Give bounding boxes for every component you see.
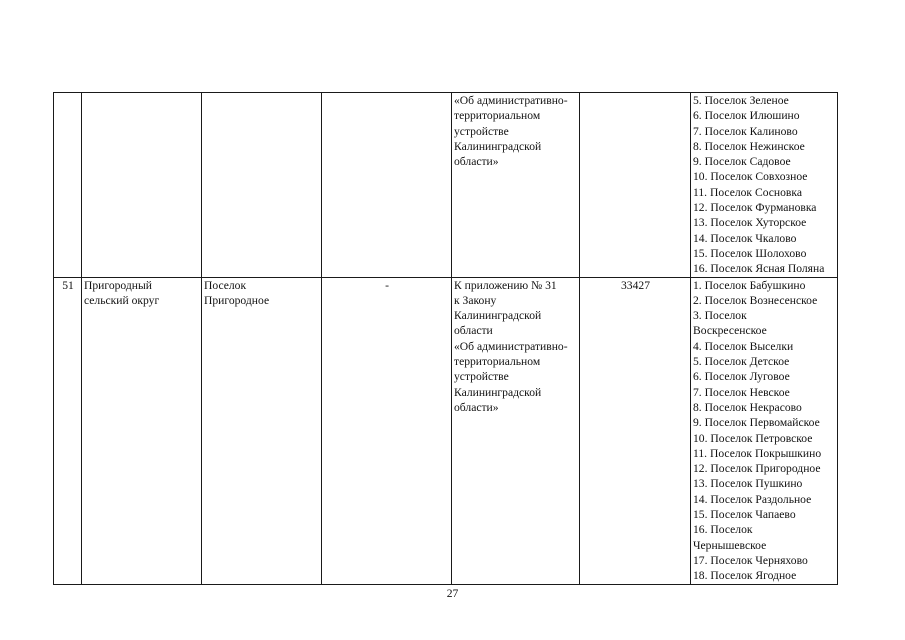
law-cell <box>452 93 580 278</box>
page-number: 27 <box>446 587 459 600</box>
settlement-item: 12. Поселок Фурмановка <box>693 201 817 215</box>
law-line: области» <box>454 155 499 169</box>
settlement-item: 18. Поселок Ягодное <box>693 569 797 583</box>
settlement-item: 9. Поселок Садовое <box>693 155 791 169</box>
settlement-item: 10. Поселок Совхозное <box>693 170 808 184</box>
law-line: к Закону <box>454 293 497 307</box>
law-line: области <box>454 324 493 338</box>
settlement-item: 14. Поселок Раздольное <box>693 492 812 506</box>
settlement-item: 8. Поселок Некрасово <box>693 400 802 414</box>
center-name-line: Пригородное <box>204 293 270 307</box>
row-number: 51 <box>62 278 74 292</box>
law-line: территориальном <box>454 109 541 123</box>
table-row <box>54 277 838 584</box>
settlements-cell <box>691 277 838 584</box>
row-number-cell <box>54 277 82 584</box>
law-line: Калининградской <box>454 385 542 399</box>
district-cell <box>82 93 202 278</box>
settlement-item: 4. Поселок Выселки <box>693 339 794 353</box>
settlement-item: 5. Поселок Детское <box>693 355 790 369</box>
law-cell <box>452 277 580 584</box>
law-line: устройстве <box>454 124 509 138</box>
code-cell <box>580 277 691 584</box>
settlement-item: 2. Поселок Вознесенское <box>693 293 818 307</box>
settlement-item: 7. Поселок Калиново <box>693 124 798 138</box>
district-name-line: сельский округ <box>84 293 160 307</box>
law-line: К приложению № 31 <box>454 278 557 292</box>
settlement-item: 5. Поселок Зеленое <box>693 94 789 107</box>
law-line: «Об административно- <box>454 94 568 107</box>
settlement-item: 13. Поселок Пушкино <box>693 477 803 491</box>
settlement-item: 8. Поселок Нежинское <box>693 139 805 153</box>
law-line: территориальном <box>454 355 541 369</box>
settlement-item: Воскресенское <box>693 324 767 338</box>
settlement-item: 3. Поселок <box>693 309 747 323</box>
code-cell <box>580 93 691 278</box>
law-line: Калининградской <box>454 139 542 153</box>
settlement-item: 15. Поселок Шолохово <box>693 246 807 260</box>
center-cell <box>202 93 322 278</box>
settlement-item: 9. Поселок Первомайское <box>693 416 820 430</box>
col4-cell <box>322 277 452 584</box>
law-line: области» <box>454 400 499 414</box>
law-line: «Об административно- <box>454 339 568 353</box>
settlement-item: 7. Поселок Невское <box>693 385 790 399</box>
settlement-item: 11. Поселок Покрышкино <box>693 446 822 460</box>
settlements-table <box>53 92 838 585</box>
col4-value: - <box>385 278 389 292</box>
settlement-item: 11. Поселок Сосновка <box>693 185 803 199</box>
district-cell <box>82 277 202 584</box>
law-line: устройстве <box>454 370 509 384</box>
settlement-item: 14. Поселок Чкалово <box>693 231 797 245</box>
col4-cell <box>322 93 452 278</box>
settlement-item: 1. Поселок Бабушкино <box>693 278 806 292</box>
district-name-line: Пригородный <box>84 278 152 292</box>
center-name-line: Поселок <box>204 278 247 292</box>
settlement-item: 13. Поселок Хуторское <box>693 216 807 230</box>
settlement-item: 16. Поселок Ясная Поляна <box>693 262 825 276</box>
settlement-item: 6. Поселок Илюшино <box>693 109 800 123</box>
settlement-item: 10. Поселок Петровское <box>693 431 813 445</box>
table-row <box>54 93 838 278</box>
settlements-cell <box>691 93 838 278</box>
law-line: Калининградской <box>454 309 542 323</box>
settlement-item: 6. Поселок Луговое <box>693 370 790 384</box>
code-value: 33427 <box>621 278 650 292</box>
settlement-item: 12. Поселок Пригородное <box>693 462 821 476</box>
row-number-cell <box>54 93 82 278</box>
settlement-item: 17. Поселок Черняхово <box>693 553 808 567</box>
center-cell <box>202 277 322 584</box>
settlement-item: Чернышевское <box>693 538 767 552</box>
settlement-item: 16. Поселок <box>693 523 753 537</box>
settlement-item: 15. Поселок Чапаево <box>693 508 796 522</box>
